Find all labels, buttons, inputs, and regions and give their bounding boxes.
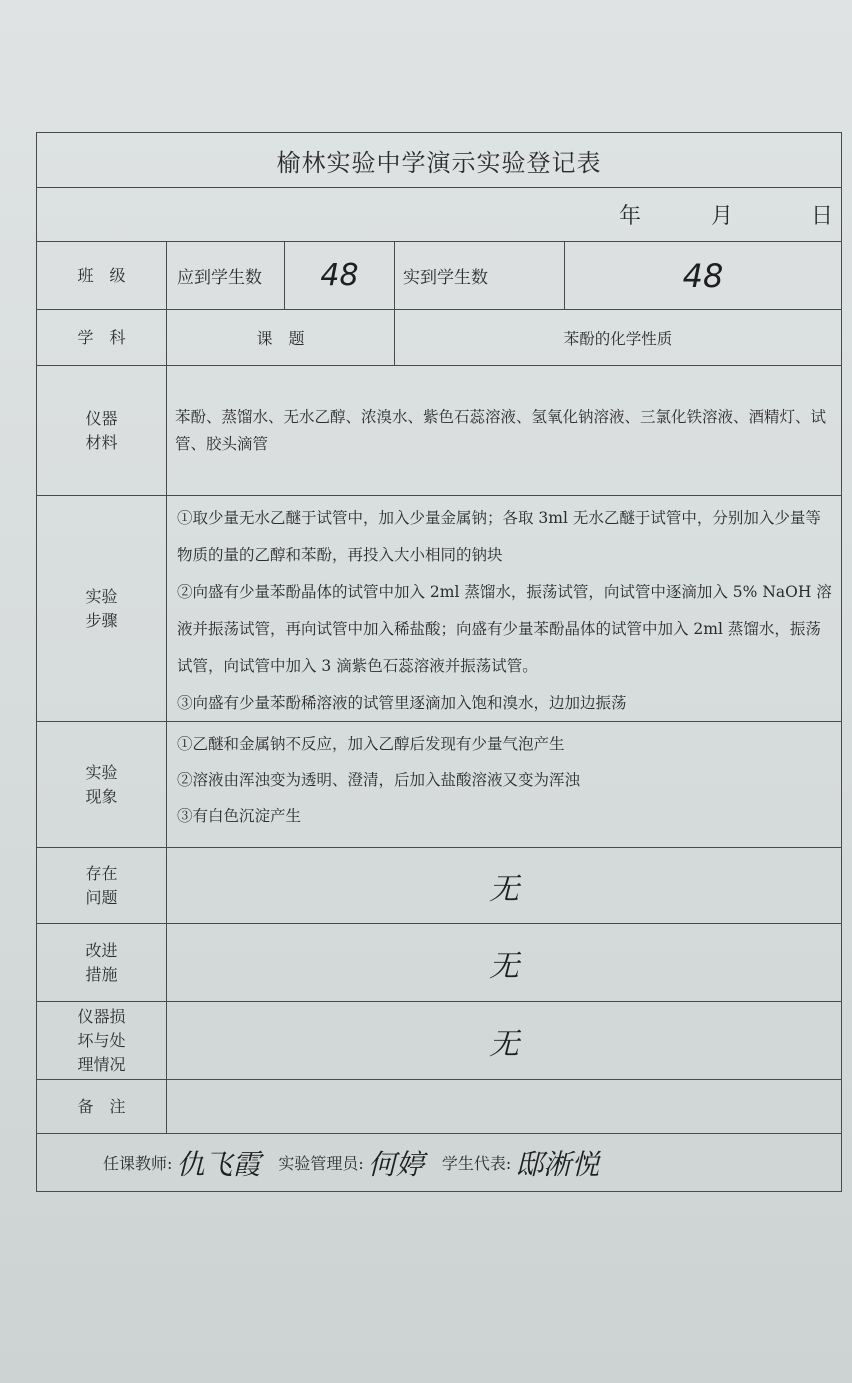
manager-signature: 何婷 [367,1147,424,1181]
materials-text: 苯酚、蒸馏水、无水乙醇、浓溴水、紫色石蕊溶液、氢氧化钠溶液、三氯化铁溶液、酒精灯、试管、胶头滴管 [175,407,827,453]
phenomena-label: 实验 现象 [37,722,167,847]
phenomenon-item-2: ②溶液由浑浊变为透明、澄清，后加入盐酸溶液又变为浑浊 [177,771,581,789]
teacher-signature: 仇飞霞 [176,1147,261,1181]
title-row [36,132,842,188]
problems-row [36,848,842,924]
student-rep-signature: 邸淅悦 [515,1147,600,1181]
materials-label: 仪器 材料 [37,366,167,495]
materials-row [36,366,842,496]
expected-students-value: 48 [285,242,395,309]
registration-form [36,132,842,1192]
problems-value: 无 [489,871,519,907]
damage-value: 无 [489,1026,519,1062]
teacher-label: 任课教师: [103,1154,173,1173]
problems-label: 存在 问题 [37,848,167,923]
phenomena-content [167,722,841,847]
actual-students-label: 实到学生数 [395,242,565,309]
steps-content [167,496,841,721]
date-year: 年 [618,204,641,229]
remarks-value [167,1080,841,1133]
remarks-row [36,1080,842,1134]
phenomena-row [36,722,842,848]
subject-row [36,310,842,366]
topic-label: 课 题 [167,310,395,365]
date-row [36,188,842,242]
class-label: 班 级 [37,242,167,309]
phenomenon-item-1: ①乙醚和金属钠不反应，加入乙醇后发现有少量气泡产生 [177,735,565,753]
steps-row [36,496,842,722]
improvements-value: 无 [489,948,519,984]
topic-value: 苯酚的化学性质 [563,329,673,348]
step-item-2: ②向盛有少量苯酚晶体的试管中加入 2ml 蒸馏水，振荡试管，向试管中逐滴加入 5% NaOH 溶液并振荡试管，再向试管中加入稀盐酸；向盛有少量苯酚晶体的试管中加入 2ml 蒸馏水，振荡试管，向试管中加入 3 滴紫色石蕊溶液并振荡试管。 [177,583,832,675]
expected-students-label: 应到学生数 [167,242,285,309]
damage-row [36,1002,842,1080]
remarks-label: 备 注 [37,1080,167,1133]
step-item-1: ①取少量无水乙醚于试管中，加入少量金属钠；各取 3ml 无水乙醚于试管中，分别加入少量等物质的量的乙醇和苯酚，再投入大小相同的钠块 [177,509,821,564]
improvements-row [36,924,842,1002]
step-item-3: ③向盛有少量苯酚稀溶液的试管里逐滴加入饱和溴水，边加边振荡 [177,694,627,712]
improvements-label: 改进 措施 [37,924,167,1001]
class-row [36,242,842,310]
form-title: 榆林实验中学演示实验登记表 [276,148,602,177]
steps-label: 实验 步骤 [37,496,167,721]
damage-label: 仪器损 坏与处 理情况 [37,1002,167,1079]
date-month: 月 [710,204,733,229]
actual-students-value: 48 [682,256,724,295]
signature-row [36,1134,842,1192]
date-field [37,188,841,241]
student-rep-label: 学生代表: [441,1154,512,1173]
phenomenon-item-3: ③有白色沉淀产生 [177,807,302,825]
signature-line [37,1134,841,1191]
subject-label: 学 科 [37,310,167,365]
date-day: 日 [810,204,833,229]
manager-label: 实验管理员: [278,1154,364,1173]
